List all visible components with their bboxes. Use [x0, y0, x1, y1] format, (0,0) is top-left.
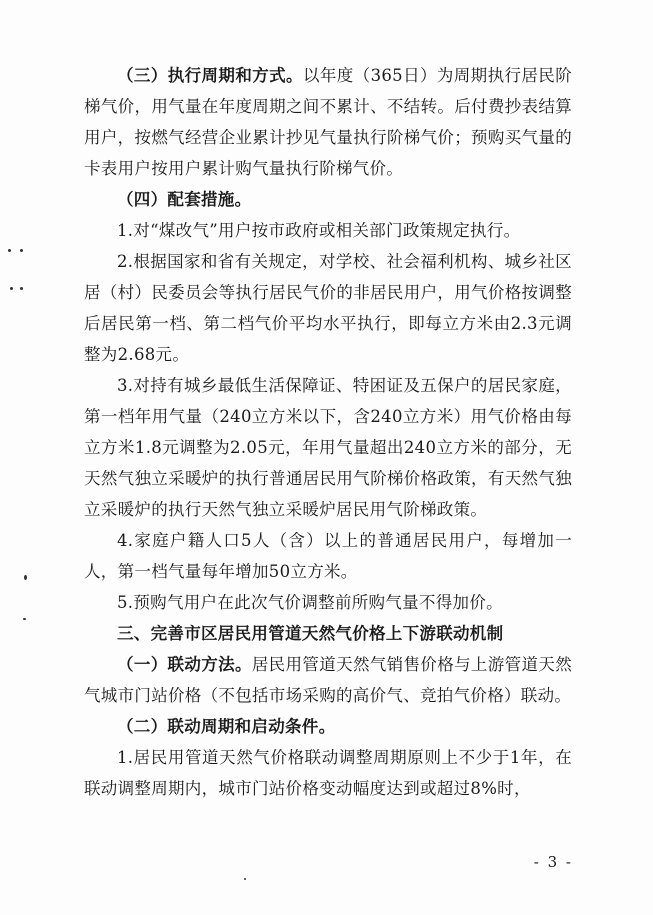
- scan-speck: [20, 249, 23, 252]
- paragraph-lead: （四）配套措施。: [117, 190, 252, 209]
- paragraph-item-4: [84, 525, 572, 587]
- paragraph-item-5: [84, 587, 572, 618]
- paragraph-text: 4.家庭户籍人口5人（含）以上的普通居民用户，每增加一人，第一档气量每年增加50立方米。: [84, 531, 572, 581]
- paragraph-item-3: [84, 370, 572, 525]
- section-heading: 三、完善市区居民用管道天然气价格上下游联动机制: [117, 624, 504, 643]
- paragraph-supporting-measures: [84, 184, 572, 215]
- paragraph-text: 以年度（365日）为周期执行居民阶梯气价，用气量在年度周期之间不累计、不结转。后付费抄表结算用户，按燃气经营企业累计抄见气量执行阶梯气价；预购买气量的卡表用户按用户累计购气量执行阶梯气价。: [84, 66, 572, 178]
- paragraph-item-1: [84, 215, 572, 246]
- scan-speck: [244, 878, 246, 880]
- paragraph-text: 居民用管道天然气销售价格与上游管道天然气城市门站价格（不包括市场采购的高价气、竞拍气价格）联动。: [84, 655, 572, 705]
- scan-speck: [10, 287, 13, 290]
- paragraph-item-2: [84, 246, 572, 370]
- paragraph-execution-period: [84, 60, 572, 184]
- page-number: - 3 -: [533, 853, 573, 871]
- document-body: [84, 60, 572, 804]
- paragraph-lead: （二）联动周期和启动条件。: [117, 717, 336, 736]
- paragraph-text: 5.预购气用户在此次气价调整前所购气量不得加价。: [117, 593, 503, 612]
- paragraph-lead: （一）联动方法。: [117, 655, 252, 674]
- scan-speck: [24, 575, 27, 580]
- paragraph-text: 2.根据国家和省有关规定，对学校、社会福利机构、城乡社区居（村）民委员会等执行居民气价的非居民用户，用气价格按调整后居民第一档、第二档气价平均水平执行，即每立方米由2.3元调整为2.68元。: [84, 252, 572, 364]
- paragraph-text: 1.对“煤改气”用户按市政府或相关部门政策规定执行。: [117, 221, 521, 240]
- paragraph-linkage-method: [84, 649, 572, 711]
- scan-speck: [8, 249, 11, 252]
- paragraph-text: 1.居民用管道天然气价格联动调整周期原则上不少于1年，在联动调整周期内，城市门站价格变动幅度达到或超过8%时，: [84, 748, 572, 798]
- scan-speck: [23, 618, 26, 620]
- paragraph-text: 3.对持有城乡最低生活保障证、特困证及五保户的居民家庭，第一档年用气量（240立方米以下，含240立方米）用气价格由每立方米1.8元调整为2.05元，年用气量超出240立方米的部分，无天然气独立采暖炉的执行普通居民用气阶梯价格政策，有天然气独立采暖炉的执行天然气独立采暖炉居民用气阶梯政策。: [84, 376, 572, 519]
- scan-speck: [20, 287, 23, 290]
- paragraph-linkage-item-1: [84, 742, 572, 804]
- paragraph-lead: （三）执行周期和方式。: [117, 66, 303, 85]
- paragraph-linkage-period: [84, 711, 572, 742]
